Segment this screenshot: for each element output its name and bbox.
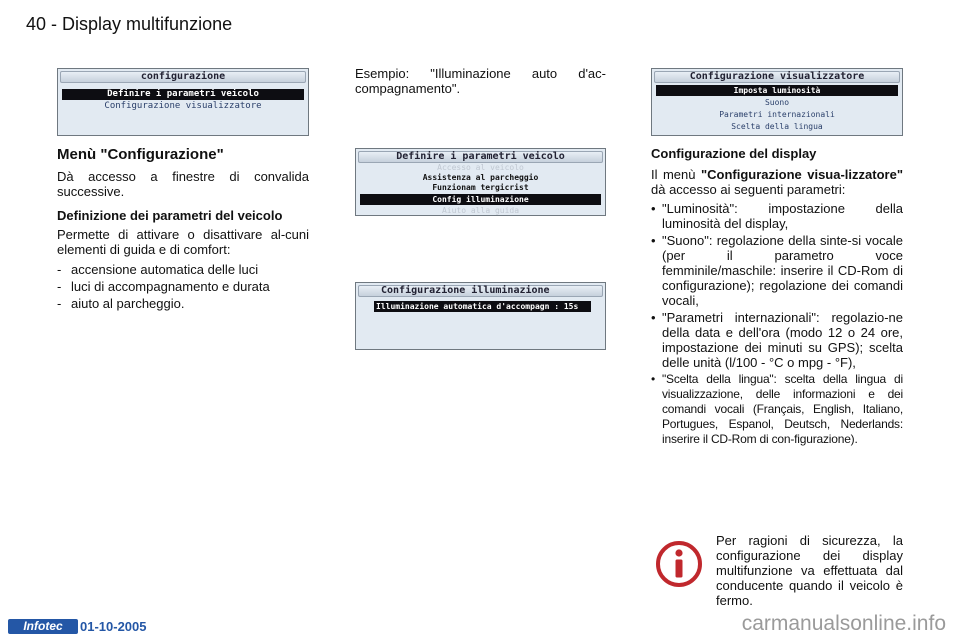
- list-item: - aiuto al parcheggio.: [57, 296, 309, 311]
- paragraph: [651, 167, 903, 197]
- section-heading: Menù "Configurazione": [57, 146, 224, 163]
- screen-menu-item: Aiuto alla guida: [441, 206, 520, 215]
- footer-date: 01-10-2005: [80, 619, 147, 634]
- paragraph: Per ragioni di sicurezza, la configurazione dei display multifunzione va effettuata dal conducente quando il veicolo è fermo.: [716, 533, 903, 608]
- list-item: - accensione automatica delle luci: [57, 262, 309, 277]
- paragraph: Permette di attivare o disattivare al-cuni elementi di guida e di comfort:: [57, 227, 309, 257]
- list-item: • "Suono": regolazione della sinte-si vocale (per il parametro voce femminile/maschile: inserire il CD-Rom di configurazione); regolazione dei comandi vocali,: [651, 233, 903, 308]
- paragraph: Esempio: "Illuminazione auto d'ac-compagnamento".: [355, 66, 606, 96]
- screen-menu-item: Illuminazione automatica d'accompagn : 15s: [374, 301, 591, 312]
- screen-menu-item: Funzionam tergicrist: [432, 183, 529, 192]
- column-configurazione: [57, 146, 309, 311]
- display-screen-parametri-veicolo: [355, 148, 606, 216]
- screen-title: Configurazione illuminazione: [358, 285, 603, 297]
- infotec-logo: Infotec: [8, 619, 78, 634]
- screen-menu-item: Accesso al veicolo: [437, 163, 524, 172]
- display-screen-illuminazione: [355, 282, 606, 350]
- list-item: • "Parametri internazionali": regolazio-ne della data e dell'ora (modo 12 o 24 ore, impostazione dei minuti su GPS); scelta delle unità (l/100 - °C o mpg - °F),: [651, 310, 903, 370]
- subsection-heading: Definizione dei parametri del veicolo: [57, 208, 283, 223]
- screen-menu-item: Parametri internazionali: [719, 110, 835, 119]
- screen-title: configurazione: [60, 71, 306, 83]
- screen-title: Configurazione visualizzatore: [654, 71, 900, 83]
- list-item: • "Luminosità": impostazione della luminosità del display,: [651, 201, 903, 231]
- page-title: 40 - Display multifunzione: [26, 14, 233, 34]
- text-run: dà accesso ai seguenti parametri:: [651, 182, 846, 197]
- watermark-text: carmanualsonline.info: [741, 612, 946, 635]
- display-screen-configurazione: [57, 68, 309, 136]
- text-run: Il menù: [651, 167, 701, 182]
- paragraph: Dà accesso a finestre di convalida successive.: [57, 169, 309, 199]
- screen-menu-item: Suono: [764, 98, 790, 107]
- screen-menu-item: Scelta della lingua: [731, 122, 823, 131]
- screen-menu-item: Config illuminazione: [360, 194, 601, 205]
- list-item: - luci di accompagnamento e durata: [57, 279, 309, 294]
- list-item: • "Scelta della lingua": scelta della lingua di visualizzazione, delle informazioni e dei comandi vocali (Français, English, Italiano, Portugues, Espanol, Deutsch, Nederlands: inserire il CD-Rom di con-figurazione).: [651, 372, 903, 447]
- display-screen-visualizzatore: [651, 68, 903, 136]
- parameter-list: [651, 201, 903, 447]
- screen-title: Definire i parametri veicolo: [358, 151, 603, 163]
- screen-menu-item: Configurazione visualizzatore: [104, 101, 262, 111]
- text-run-bold: "Configurazione visua-lizzatore": [700, 167, 903, 182]
- column-display: [651, 146, 903, 447]
- screen-menu-item: Imposta luminosità: [656, 85, 898, 96]
- feature-list: [57, 262, 309, 311]
- screen-menu-item: Assistenza al parcheggio: [422, 173, 539, 182]
- section-heading: Configurazione del display: [651, 146, 817, 161]
- example-caption: [355, 66, 606, 96]
- safety-note: [716, 533, 903, 608]
- screen-menu-item: Definire i parametri veicolo: [62, 89, 304, 100]
- info-icon: [655, 540, 703, 588]
